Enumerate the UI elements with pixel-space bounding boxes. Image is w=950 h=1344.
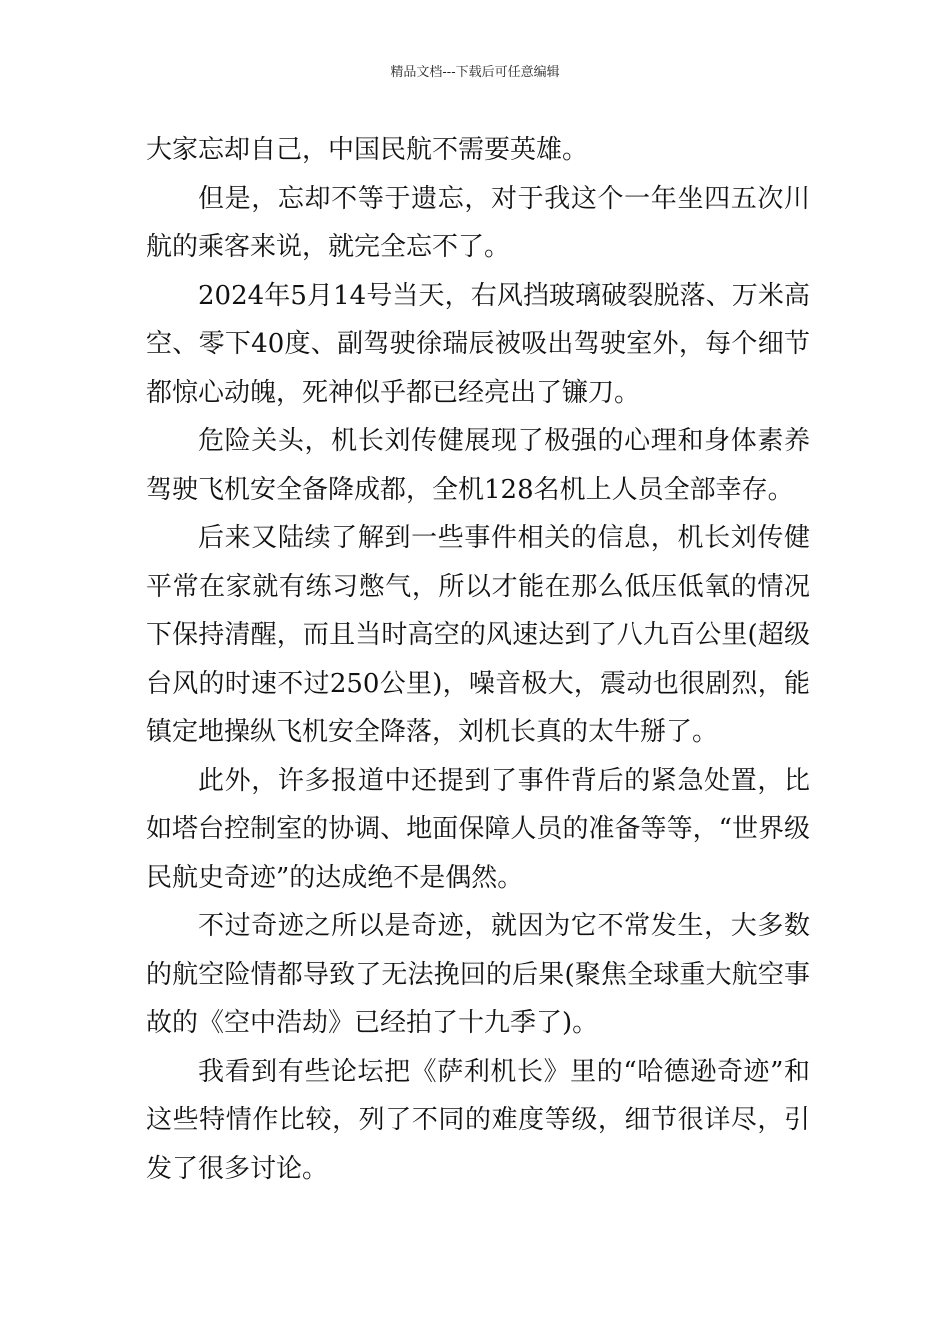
paragraph: 此外，许多报道中还提到了事件背后的紧急处置，比如塔台控制室的协调、地面保障人员的准备等等，“世界级民航史奇迹”的达成绝不是偶然。 — [146, 765, 810, 893]
page-header: 精品文档---下载后可任意编辑 — [390, 65, 560, 80]
paragraph: 2024年5月14号当天，右风挡玻璃破裂脱落、万米高空、零下40度、副驾驶徐瑞辰被吸出驾驶室外，每个细节都惊心动魄，死神似乎都已经亮出了镰刀。 — [146, 280, 810, 408]
paragraph: 我看到有些论坛把《萨利机长》里的“哈德逊奇迹”和这些特情作比较，列了不同的难度等级，细节很详尽，引发了很多讨论。 — [146, 1056, 810, 1184]
document-body — [146, 126, 810, 1193]
paragraph: 大家忘却自己，中国民航不需要英雄。 — [146, 135, 589, 165]
paragraph: 危险关头，机长刘传健展现了极强的心理和身体素养驾驶飞机安全备降成都，全机128名机上人员全部幸存。 — [146, 426, 810, 505]
paragraph: 不过奇迹之所以是奇迹，就因为它不常发生，大多数的航空险情都导致了无法挽回的后果(聚焦全球重大航空事故的《空中浩劫》已经拍了十九季了)。 — [146, 911, 810, 1038]
paragraph: 后来又陆续了解到一些事件相关的信息，机长刘传健平常在家就有练习憋气，所以才能在那么低压低氧的情况下保持清醒，而且当时高空的风速达到了八九百公里(超级台风的时速不过250公里)，噪音极大，震动也很剧烈，能镇定地操纵飞机安全降落，刘机长真的太牛掰了。 — [146, 523, 810, 747]
paragraph: 但是，忘却不等于遗忘，对于我这个一年坐四五次川航的乘客来说，就完全忘不了。 — [146, 183, 810, 262]
